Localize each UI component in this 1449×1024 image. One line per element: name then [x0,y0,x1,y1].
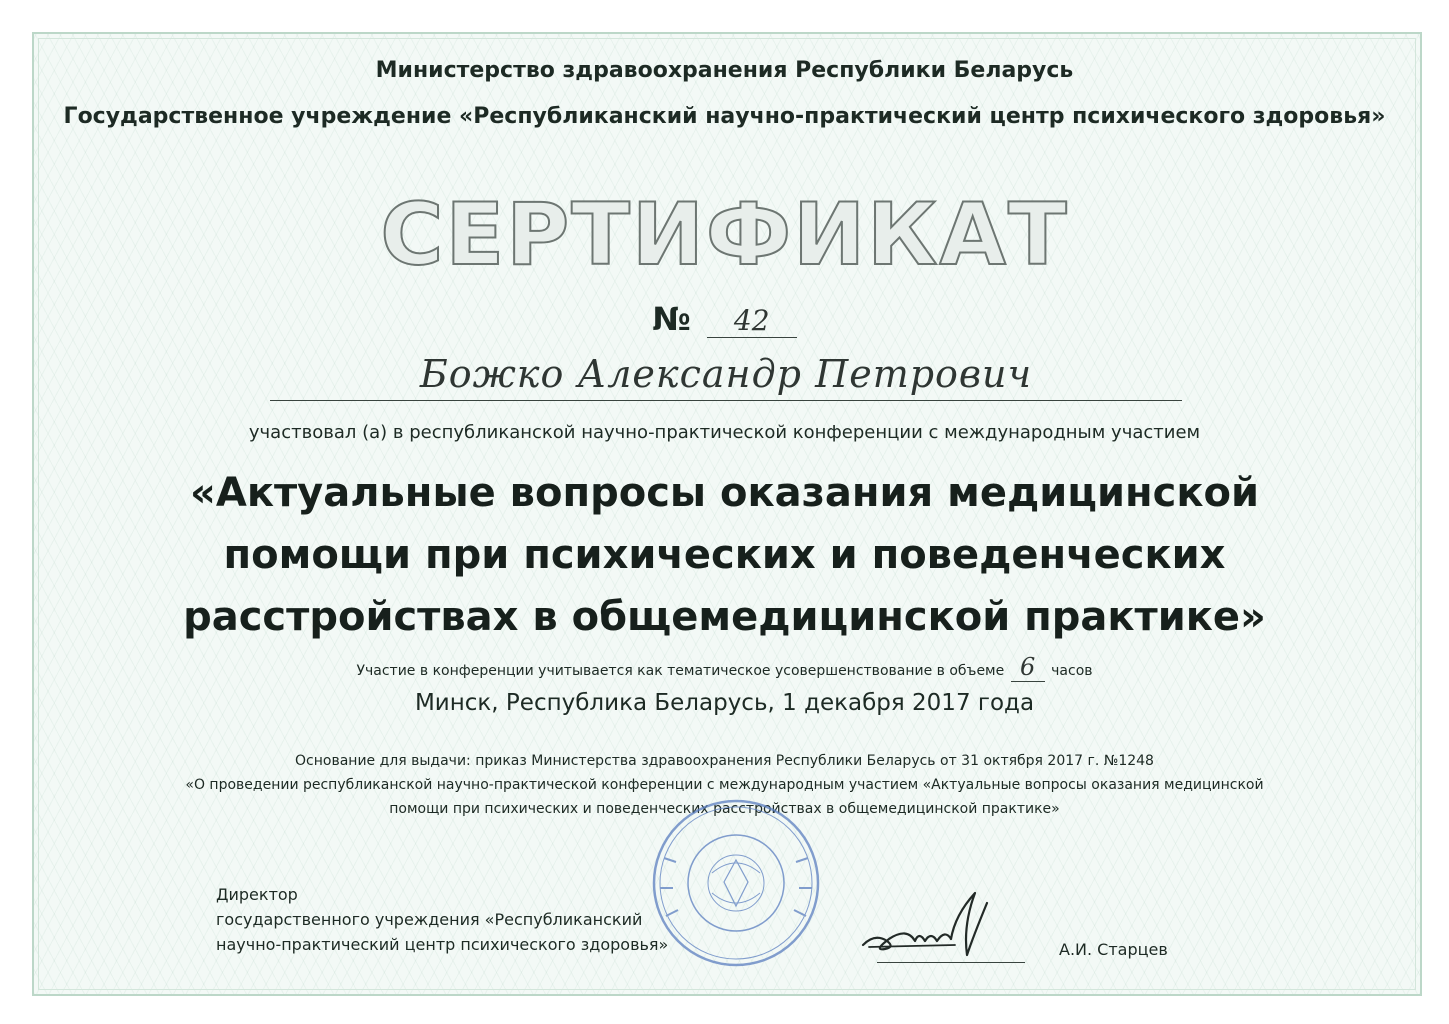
conference-title [0,462,1449,648]
recipient-name: Божко Александр Петрович [419,352,1033,396]
credit-prefix: Участие в конференции учитывается как тематическое усовершенствование в объеме [356,663,1005,679]
recipient-name-row [270,348,1182,401]
director-line: государственного учреждения «Республиканский [216,910,643,929]
signature-line [877,962,1025,963]
director-line: научно-практический центр психического здоровья» [216,935,669,954]
director-line: Директор [216,885,298,904]
conference-title-line: расстройствах в общемедицинской практике» [183,594,1266,640]
participation-text: участвовал (а) в республиканской научно-практической конференции с международным участием [248,422,1201,443]
conference-title-line: помощи при психических и поведенческих [223,532,1226,578]
number-label: № [652,300,691,338]
basis-line: «О проведении республиканской научно-практической конференции с международным участием «Актуальные вопросы оказания медицинской [185,777,1264,793]
signer-name: А.И. Старцев [1059,940,1168,959]
handwritten-signature [855,885,1015,980]
institution-heading: Государственное учреждение «Республиканский научно-практический центр психического здоровья» [63,104,1386,129]
certificate-title: СЕРТИФИКАТ [380,185,1069,285]
place-and-date: Минск, Республика Беларусь, 1 декабря 2017 года [414,690,1035,716]
certificate-number: 42 [707,304,797,338]
conference-title-line: «Актуальные вопросы оказания медицинской [190,470,1259,516]
ministry-heading: Министерство здравоохранения Республики Беларусь [375,58,1074,83]
credit-hours-text [0,653,1449,682]
director-title [216,882,668,957]
certificate-number-row [0,300,1449,338]
basis-line: помощи при психических и поведенческих расстройствах в общемедицинской практике» [389,801,1060,817]
credit-suffix: часов [1051,663,1093,679]
credit-hours: 6 [1011,653,1045,682]
basis-line: Основание для выдачи: приказ Министерства здравоохранения Республики Беларусь от 31 октября 2017 г. №1248 [295,753,1154,769]
